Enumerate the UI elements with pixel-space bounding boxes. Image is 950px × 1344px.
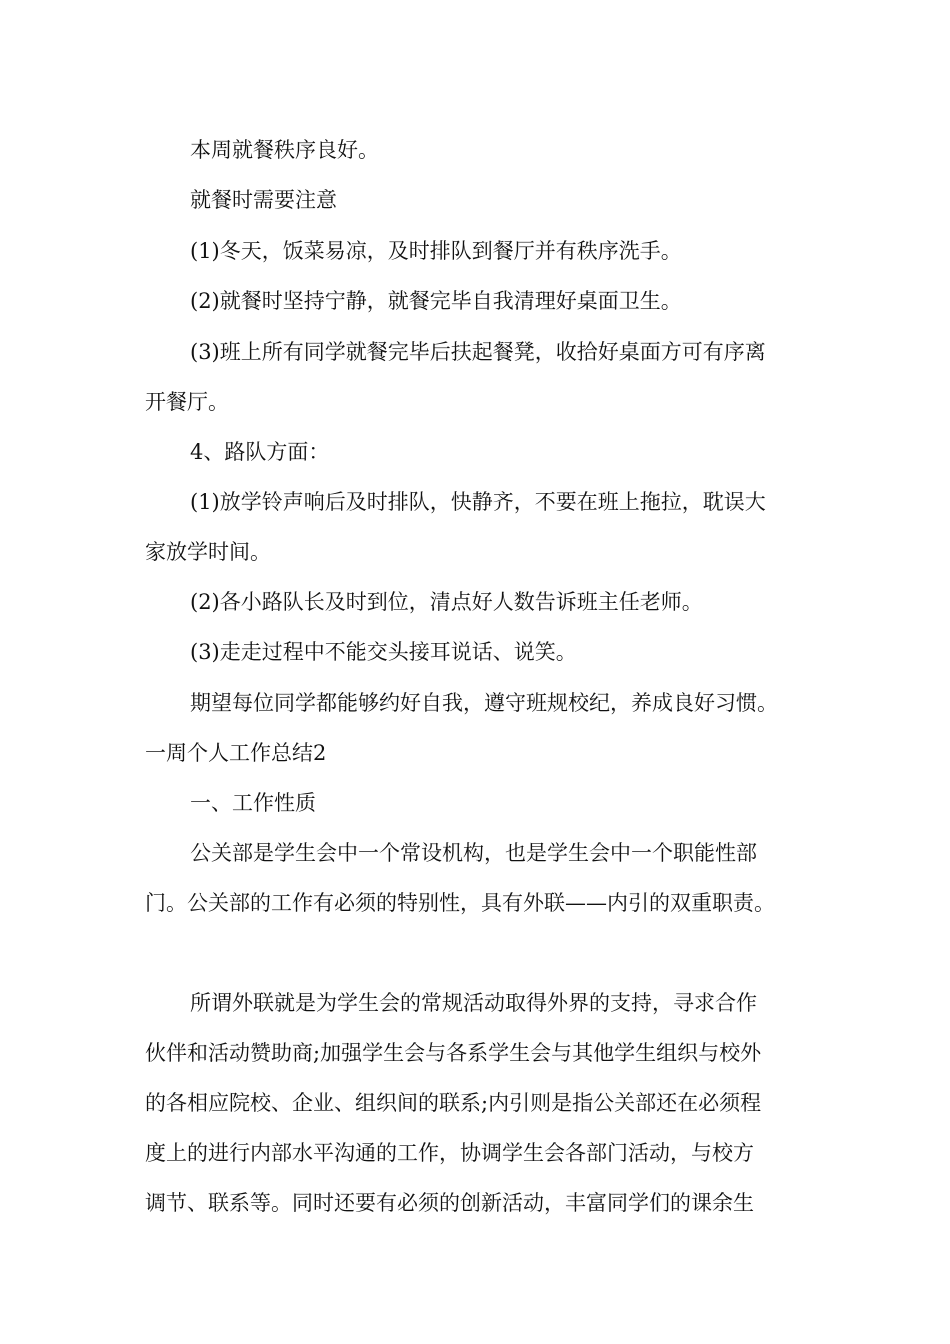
list-item-line: (2)就餐时坚持宁静，就餐完毕自我清理好桌面卫生。 [190,289,682,313]
paragraph-line-continuation: 的各相应院校、企业、组织间的联系;内引则是指公关部还在必须程 [145,1091,762,1115]
paragraph-line: 本周就餐秩序良好。 [190,138,379,162]
list-item-line-continuation: 家放学时间。 [145,540,271,564]
section-heading: 4、路队方面： [190,440,330,464]
list-item-line-continuation: 开餐厅。 [145,390,229,414]
section-heading: 一、工作性质 [190,791,316,815]
list-item-line: (1)冬天，饭菜易凉，及时排队到餐厅并有秩序洗手。 [190,239,682,263]
paragraph-line-continuation: 门。公关部的工作有必须的特别性，具有外联——内引的双重职责。 [145,891,775,915]
paragraph-line: 所谓外联就是为学生会的常规活动取得外界的支持，寻求合作 [190,991,757,1015]
list-item-line: (3)走走过程中不能交头接耳说话、说笑。 [190,640,577,664]
paragraph-line-continuation: 调节、联系等。同时还要有必须的创新活动，丰富同学们的课余生 [145,1191,754,1215]
list-item-line: (1)放学铃声响后及时排队，快静齐，不要在班上拖拉，耽误大 [190,490,766,514]
list-item-line: (2)各小路队长及时到位，清点好人数告诉班主任老师。 [190,590,703,614]
list-item-line: (3)班上所有同学就餐完毕后扶起餐凳，收拾好桌面方可有序离 [190,340,766,364]
document-title: 一周个人工作总结2 [145,741,327,765]
paragraph-line: 期望每位同学都能够约好自我，遵守班规校纪，养成良好习惯。 [190,691,778,715]
paragraph-line-continuation: 度上的进行内部水平沟通的工作，协调学生会各部门活动，与校方 [145,1141,754,1165]
paragraph-line-continuation: 伙伴和活动赞助商;加强学生会与各系学生会与其他学生组织与校外 [145,1041,762,1065]
paragraph-line: 公关部是学生会中一个常设机构，也是学生会中一个职能性部 [190,841,757,865]
paragraph-line: 就餐时需要注意 [190,188,337,212]
